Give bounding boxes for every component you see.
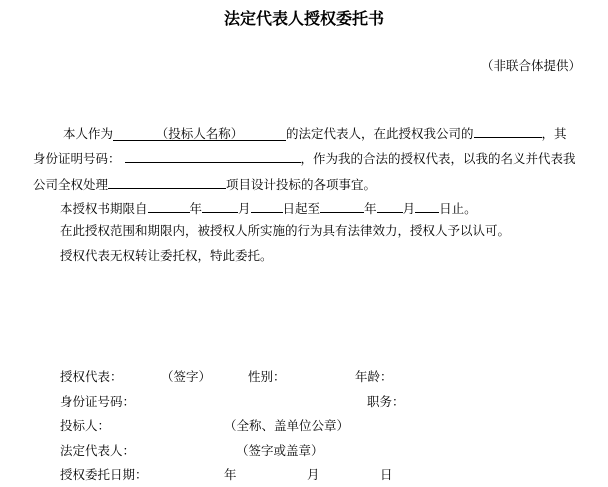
end-month-blank[interactable] <box>377 198 403 213</box>
start-month-blank[interactable] <box>202 198 238 213</box>
paragraph-2: 身份证明号码： ，作为我的合法的授权代表，以我的名义并代表我 <box>33 148 576 167</box>
paragraph-6: 授权代表无权转让委托权，特此委托。 <box>60 248 273 263</box>
end-year-blank[interactable] <box>320 198 364 213</box>
company-blank[interactable] <box>474 123 542 138</box>
start-day-blank[interactable] <box>251 198 283 213</box>
end-day-blank[interactable] <box>415 198 439 213</box>
start-year-blank[interactable] <box>148 198 190 213</box>
age-label: 年龄： <box>355 369 393 384</box>
gender-label: 性别： <box>248 369 286 384</box>
id-label: 身份证号码： <box>60 394 136 409</box>
note: （非联合体提供） <box>481 58 582 73</box>
document-title: 法定代表人授权委托书 <box>223 9 384 28</box>
date-year: 年 <box>224 467 237 482</box>
rep-label: 授权代表： <box>60 369 123 384</box>
date-label: 授权委托日期： <box>60 467 148 482</box>
paragraph-4: 本授权书期限自 年 月 日起至 年 月 日止。 <box>60 198 477 217</box>
date-month: 月 <box>307 467 320 482</box>
position-label: 职务： <box>367 394 405 409</box>
paragraph-3: 公司全权处理 项目设计投标的各项事宜。 <box>33 174 376 193</box>
bidder-seal: （全称、盖单位公章） <box>224 418 350 433</box>
rep-sign: （签字） <box>161 369 212 384</box>
legal-rep-label: 法定代表人： <box>60 443 136 458</box>
paragraph-5: 在此授权范围和期限内，被授权人所实施的行为具有法律效力，授权人予以认可。 <box>60 223 511 238</box>
bidder-label: 投标人： <box>60 418 111 433</box>
date-day: 日 <box>380 467 393 482</box>
bidder-name-blank[interactable]: （投标人名称） <box>113 126 286 141</box>
paragraph-1: 本人作为 （投标人名称） 的法定代表人，在此授权我公司的 ，其 <box>63 123 567 142</box>
legal-rep-sign: （签字或盖章） <box>236 443 324 458</box>
project-blank[interactable] <box>108 174 226 189</box>
id-number-blank[interactable] <box>125 148 301 163</box>
